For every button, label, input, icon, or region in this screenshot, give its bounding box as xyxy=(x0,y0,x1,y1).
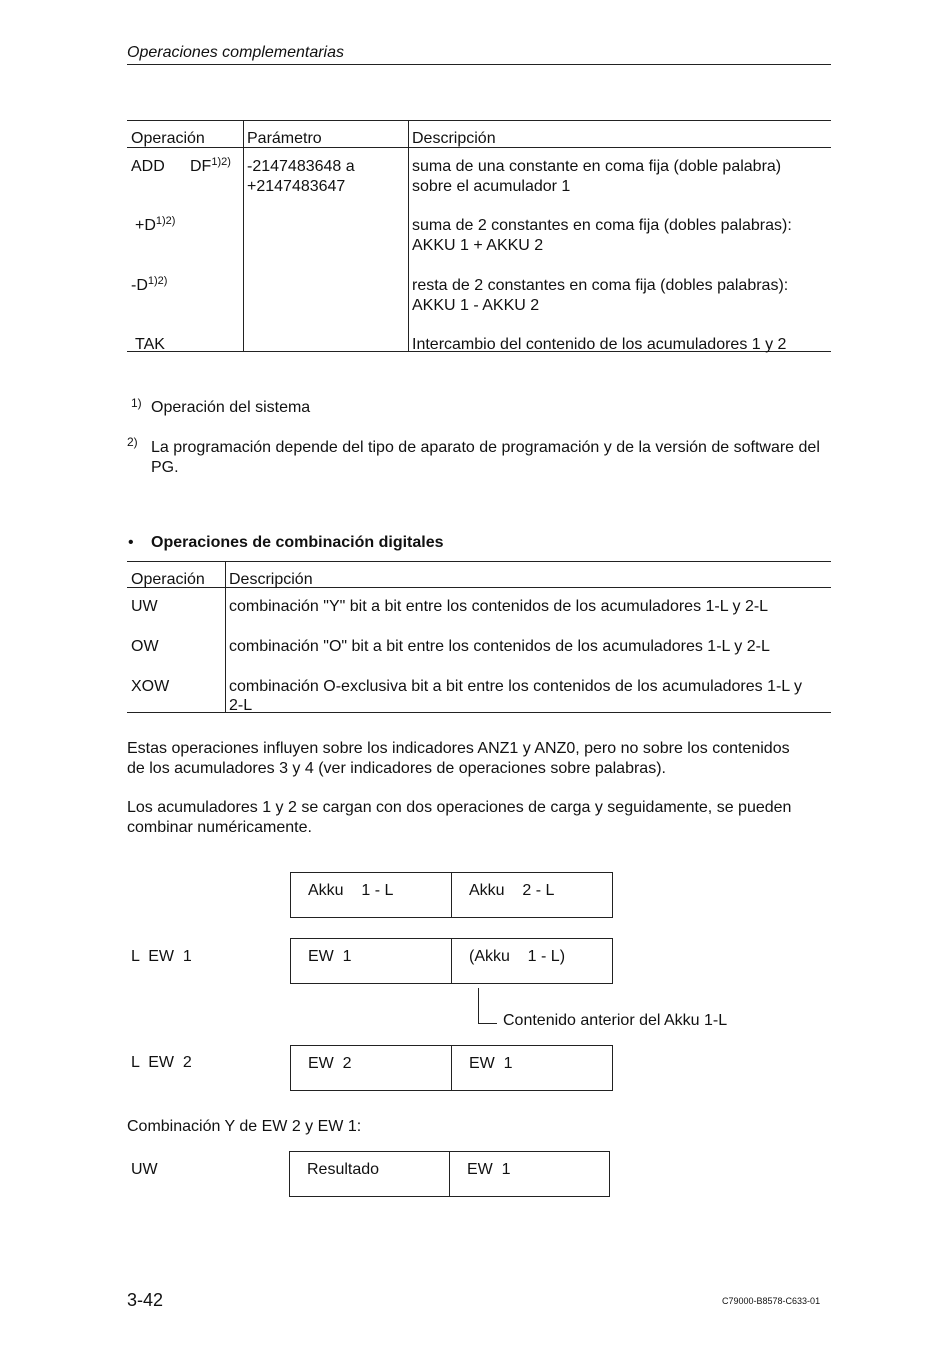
section-title: Operaciones de combinación digitales xyxy=(151,534,444,551)
table1-top-rule xyxy=(127,120,831,121)
table1-param: -2147483648 a xyxy=(247,158,355,175)
table1-header-operation: Operación xyxy=(131,130,205,147)
paragraph-line: de los acumuladores 3 y 4 (ver indicadores de operaciones sobre palabras). xyxy=(127,760,666,777)
akku2-cell: (Akku 1 - L) xyxy=(451,939,612,983)
table1-desc: suma de una constante en coma fija (doble palabra) xyxy=(412,158,782,175)
akku1-cell: EW 2 xyxy=(308,1055,352,1072)
page-number: 3-42 xyxy=(127,1290,164,1310)
akku2-cell: Akku 2 - L xyxy=(451,873,612,917)
instruction-label: L EW 1 xyxy=(131,948,192,965)
table2-header-operation: Operación xyxy=(131,571,205,588)
table1-col-divider xyxy=(243,120,244,352)
table1-desc: resta de 2 constantes en coma fija (dobles palabras): xyxy=(412,277,789,294)
table2-op: OW xyxy=(131,638,159,655)
table1-header-parameter: Parámetro xyxy=(247,130,322,147)
paragraph-line: combinar numéricamente. xyxy=(127,819,312,836)
table2-desc: combinación O-exclusiva bit a bit entre los contenidos de los acumuladores 1-L y xyxy=(229,678,803,695)
akku-register-box xyxy=(290,872,613,918)
table2-col-divider xyxy=(225,561,226,713)
akku-register-box xyxy=(289,1151,610,1197)
table2-header-description: Descripción xyxy=(229,571,313,588)
document-code: C79000-B8578-C633-01 xyxy=(722,1296,821,1306)
note-connector xyxy=(478,988,479,1024)
note-connector xyxy=(478,1023,497,1024)
table1-desc: sobre el acumulador 1 xyxy=(412,178,571,195)
table1-desc: suma de 2 constantes en coma fija (dobles palabras): xyxy=(412,217,792,234)
table1-desc: Intercambio del contenido de los acumuladores 1 y 2 xyxy=(412,336,787,353)
instruction-label: UW xyxy=(131,1161,158,1178)
table1-param: +2147483647 xyxy=(247,178,346,195)
footnote-text: Operación del sistema xyxy=(151,399,311,416)
table1-op: TAK xyxy=(135,336,165,353)
diagram-caption: Combinación Y de EW 2 y EW 1: xyxy=(127,1118,362,1135)
akku2-cell: EW 1 xyxy=(449,1152,609,1196)
instruction-label: L EW 2 xyxy=(131,1054,192,1071)
table2-op: UW xyxy=(131,598,158,615)
table2-desc: 2-L xyxy=(229,697,253,714)
paragraph-line: Estas operaciones influyen sobre los indicadores ANZ1 y ANZ0, pero no sobre los contenidos xyxy=(127,740,790,757)
table1-op-suffix: $DF^{1)2)}$ xyxy=(190,156,231,175)
footnote-mark: 1) xyxy=(131,396,142,410)
footnote-text: La programación depende del tipo de aparato de programación y de la versión de software del PG. xyxy=(151,439,820,476)
table2-desc: combinación "Y" bit a bit entre los contenidos de los acumuladores 1-L y 2-L xyxy=(229,598,769,615)
akku-register-box xyxy=(290,938,613,984)
akku2-cell: EW 1 xyxy=(451,1046,612,1090)
akku1-cell: Resultado xyxy=(307,1161,380,1178)
akku1-cell: EW 1 xyxy=(308,948,352,965)
akku-register-box xyxy=(290,1045,613,1091)
paragraph-line: Los acumuladores 1 y 2 se cargan con dos operaciones de carga y seguidamente, se pueden xyxy=(127,799,792,816)
table2-desc: combinación "O" bit a bit entre los contenidos de los acumuladores 1-L y 2-L xyxy=(229,638,770,655)
table1-desc: AKKU 1 + AKKU 2 xyxy=(412,237,544,254)
table1-op: ADD xyxy=(131,158,165,175)
table1-col-divider xyxy=(408,120,409,352)
footnote-mark: 2) xyxy=(127,435,138,449)
table2-op: XOW xyxy=(131,678,170,695)
table1-op: $-D^{1)2)}$ xyxy=(131,275,168,294)
note-text: Contenido anterior del Akku 1-L xyxy=(503,1012,728,1029)
table1-desc: AKKU 1 - AKKU 2 xyxy=(412,297,540,314)
running-header: Operaciones complementarias xyxy=(127,44,831,65)
bullet: • xyxy=(128,534,134,551)
akku1-cell: Akku 1 - L xyxy=(308,882,394,899)
table1-header-description: Descripción xyxy=(412,130,496,147)
table1-op: $+D^{1)2)}$ xyxy=(135,215,176,234)
table2-top-rule xyxy=(127,561,831,562)
